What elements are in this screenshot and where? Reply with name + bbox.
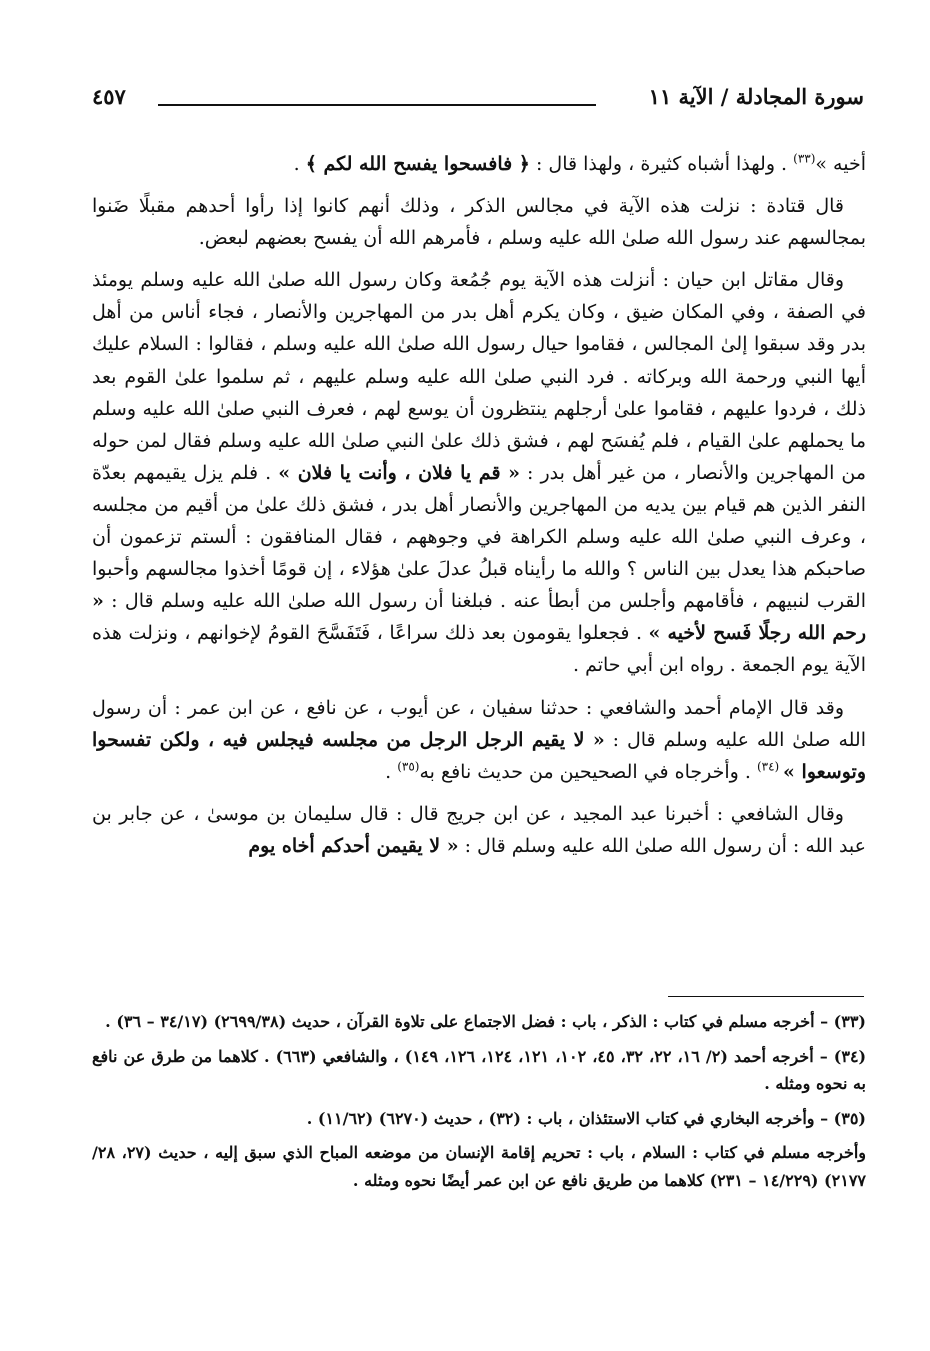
text-run: . ولهذا أشباه كثيرة ، ولهذا قال : (529, 153, 794, 175)
quote-text: « رحم الله رجلًا فَسح لأخيه » (92, 590, 866, 645)
footnote-ref: (٣٤) (756, 759, 784, 774)
footnote: (٣٤) – أخرجه أحمد (٢/ ١٦، ٢٢، ٣٢، ٤٥، ١٠٢، ١٢١، ١٢٤، ١٢٦، ١٤٩) ، والشافعي (٦٦٣) . كلاهما من طرق عن نافع به نحوه ومثله . (92, 1046, 867, 1093)
footnote-ref: (٣٣) (793, 151, 816, 166)
text-run: أخيه » (815, 153, 866, 175)
paragraph (92, 798, 866, 862)
text-run: . فجعلوا يقومون بعد ذلك سراعًا ، فَتَفَسَّحَ القومُ لإخوانهم ، ونزلت هذه الآية يوم الجمعة . رواه ابن أبي حاتم . (92, 622, 866, 677)
quote-text: ﴿ فافسحوا يفسح الله لكم ﴾ (305, 153, 530, 175)
quote-text: « لا يقيم الرجل الرجل من مجلسه فيجلس فيه ، ولكن تفسحوا وتوسعوا » (92, 728, 866, 783)
footnote: وأخرجه مسلم في كتاب : السلام ، باب : تحريم إقامة الإنسان من موضعه المباح الذي سبق إليه ، حديث (٢٧، ٢٨/ ٢١٧٧) (١٤/٢٢٩ – ٢٣١) كلاهما من طريق نافع عن ابن عمر أيضًا نحوه ومثله . (92, 1143, 867, 1190)
quote-text: « لا يقيمن أحدكم أخاه يوم (248, 834, 459, 857)
paragraph (92, 692, 866, 788)
footnote: (٣٣) – أخرجه مسلم في كتاب : الذكر ، باب : فضل الاجتماع على تلاوة القرآن ، حديث (٢٦٩٩/٣٨) (٣٤/١٧ – ٣٦) . (105, 1012, 866, 1031)
footnotes (92, 1008, 866, 1201)
paragraph (92, 148, 866, 180)
header-rule (158, 104, 596, 106)
text-run: . فلم يزل يقيمهم بعدّة النفر الذين هم قيام بين يديه من المهاجرين والأنصار أهل بدر ، فشق ذلك علىٰ من أقيم من مجلسه ، وعرف النبي صلىٰ الله عليه وسلم الكراهة في وجوههم ، فقال المنافقون : ألستم تزعمون أن صاحبكم هذا يعدل بين الناس ؟ والله ما رأيناه قبلُ عدلَ علىٰ هؤلاء ، إن قومًا أخذوا مجالسهم وأحبوا القرب لنبيهم ، فأقامهم وأجلس من أبطأ عنه . فبلغنا أن رسول الله صلىٰ الله عليه وسلم قال : (92, 461, 866, 613)
text-run: . (385, 760, 398, 783)
text-run: . وأخرجاه في الصحيحين من حديث نافع به (419, 760, 757, 783)
text-run: وقد قال الإمام أحمد والشافعي : حدثنا سفيان ، عن أيوب ، عن نافع ، عن ابن عمر : أن رسول الله صلىٰ الله عليه وسلم قال : (92, 696, 866, 751)
text-run: . (293, 153, 306, 175)
text-run: وقال الشافعي : أخبرنا عبد المجيد ، عن ابن جريج قال : قال سليمان بن موسىٰ ، عن جابر بن عبد الله : أن رسول الله صلىٰ الله عليه وسلم قال : (92, 802, 866, 857)
text-run: وقال مقاتل ابن حيان : أنزلت هذه الآية يوم جُمُعة وكان رسول الله صلىٰ الله عليه وسلم يومئذ في الصفة ، وفي المكان ضيق ، وكان يكرم أهل بدر من المهاجرين والأنصار ، فجاء أناس من أهل بدر وقد سبقوا إلىٰ المجالس ، فقاموا حيال رسول الله صلىٰ الله عليه وسلم ، فقالوا : السلام عليك أيها النبي ورحمة الله وبركاته . فرد النبي صلىٰ الله عليه وسلم عليهم ، ثم سلموا علىٰ القوم بعد ذلك ، فردوا عليهم ، فقاموا علىٰ أرجلهم ينتظرون أن يوسع لهم ، فعرف النبي صلىٰ الله عليه وسلم ما يحملهم علىٰ القيام ، فلم يُفسَح لهم ، فشق ذلك علىٰ النبي صلىٰ الله عليه وسلم فقال لمن حوله من المهاجرين والأنصار ، من غير أهل بدر : (92, 269, 867, 484)
paragraph (92, 190, 866, 254)
page-number: ٤٥٧ (92, 84, 126, 109)
running-title: سورة المجادلة / الآية ١١ (648, 84, 864, 109)
footnote-ref: (٣٥) (397, 759, 420, 774)
footnote-separator (668, 996, 864, 997)
footnote: (٣٥) – وأخرجه البخاري في كتاب الاستئذان ، باب : (٣٢) ، حديث (٦٢٧٠) (١١/٦٢) . (306, 1108, 866, 1128)
quote-text: « قم يا فلان ، وأنت يا فلان » (278, 461, 521, 484)
page-header (92, 78, 864, 118)
text-run: قال قتادة : نزلت هذه الآية في مجالس الذكر ، وذلك أنهم كانوا إذا رأوا أحدهم مقبلًا ضَنوا بمجالسهم عند رسول الله صلىٰ الله عليه وسلم ، فأمرهم الله أن يفسح بعضهم لبعض. (92, 195, 866, 250)
main-text (92, 148, 866, 872)
paragraph (92, 264, 866, 681)
